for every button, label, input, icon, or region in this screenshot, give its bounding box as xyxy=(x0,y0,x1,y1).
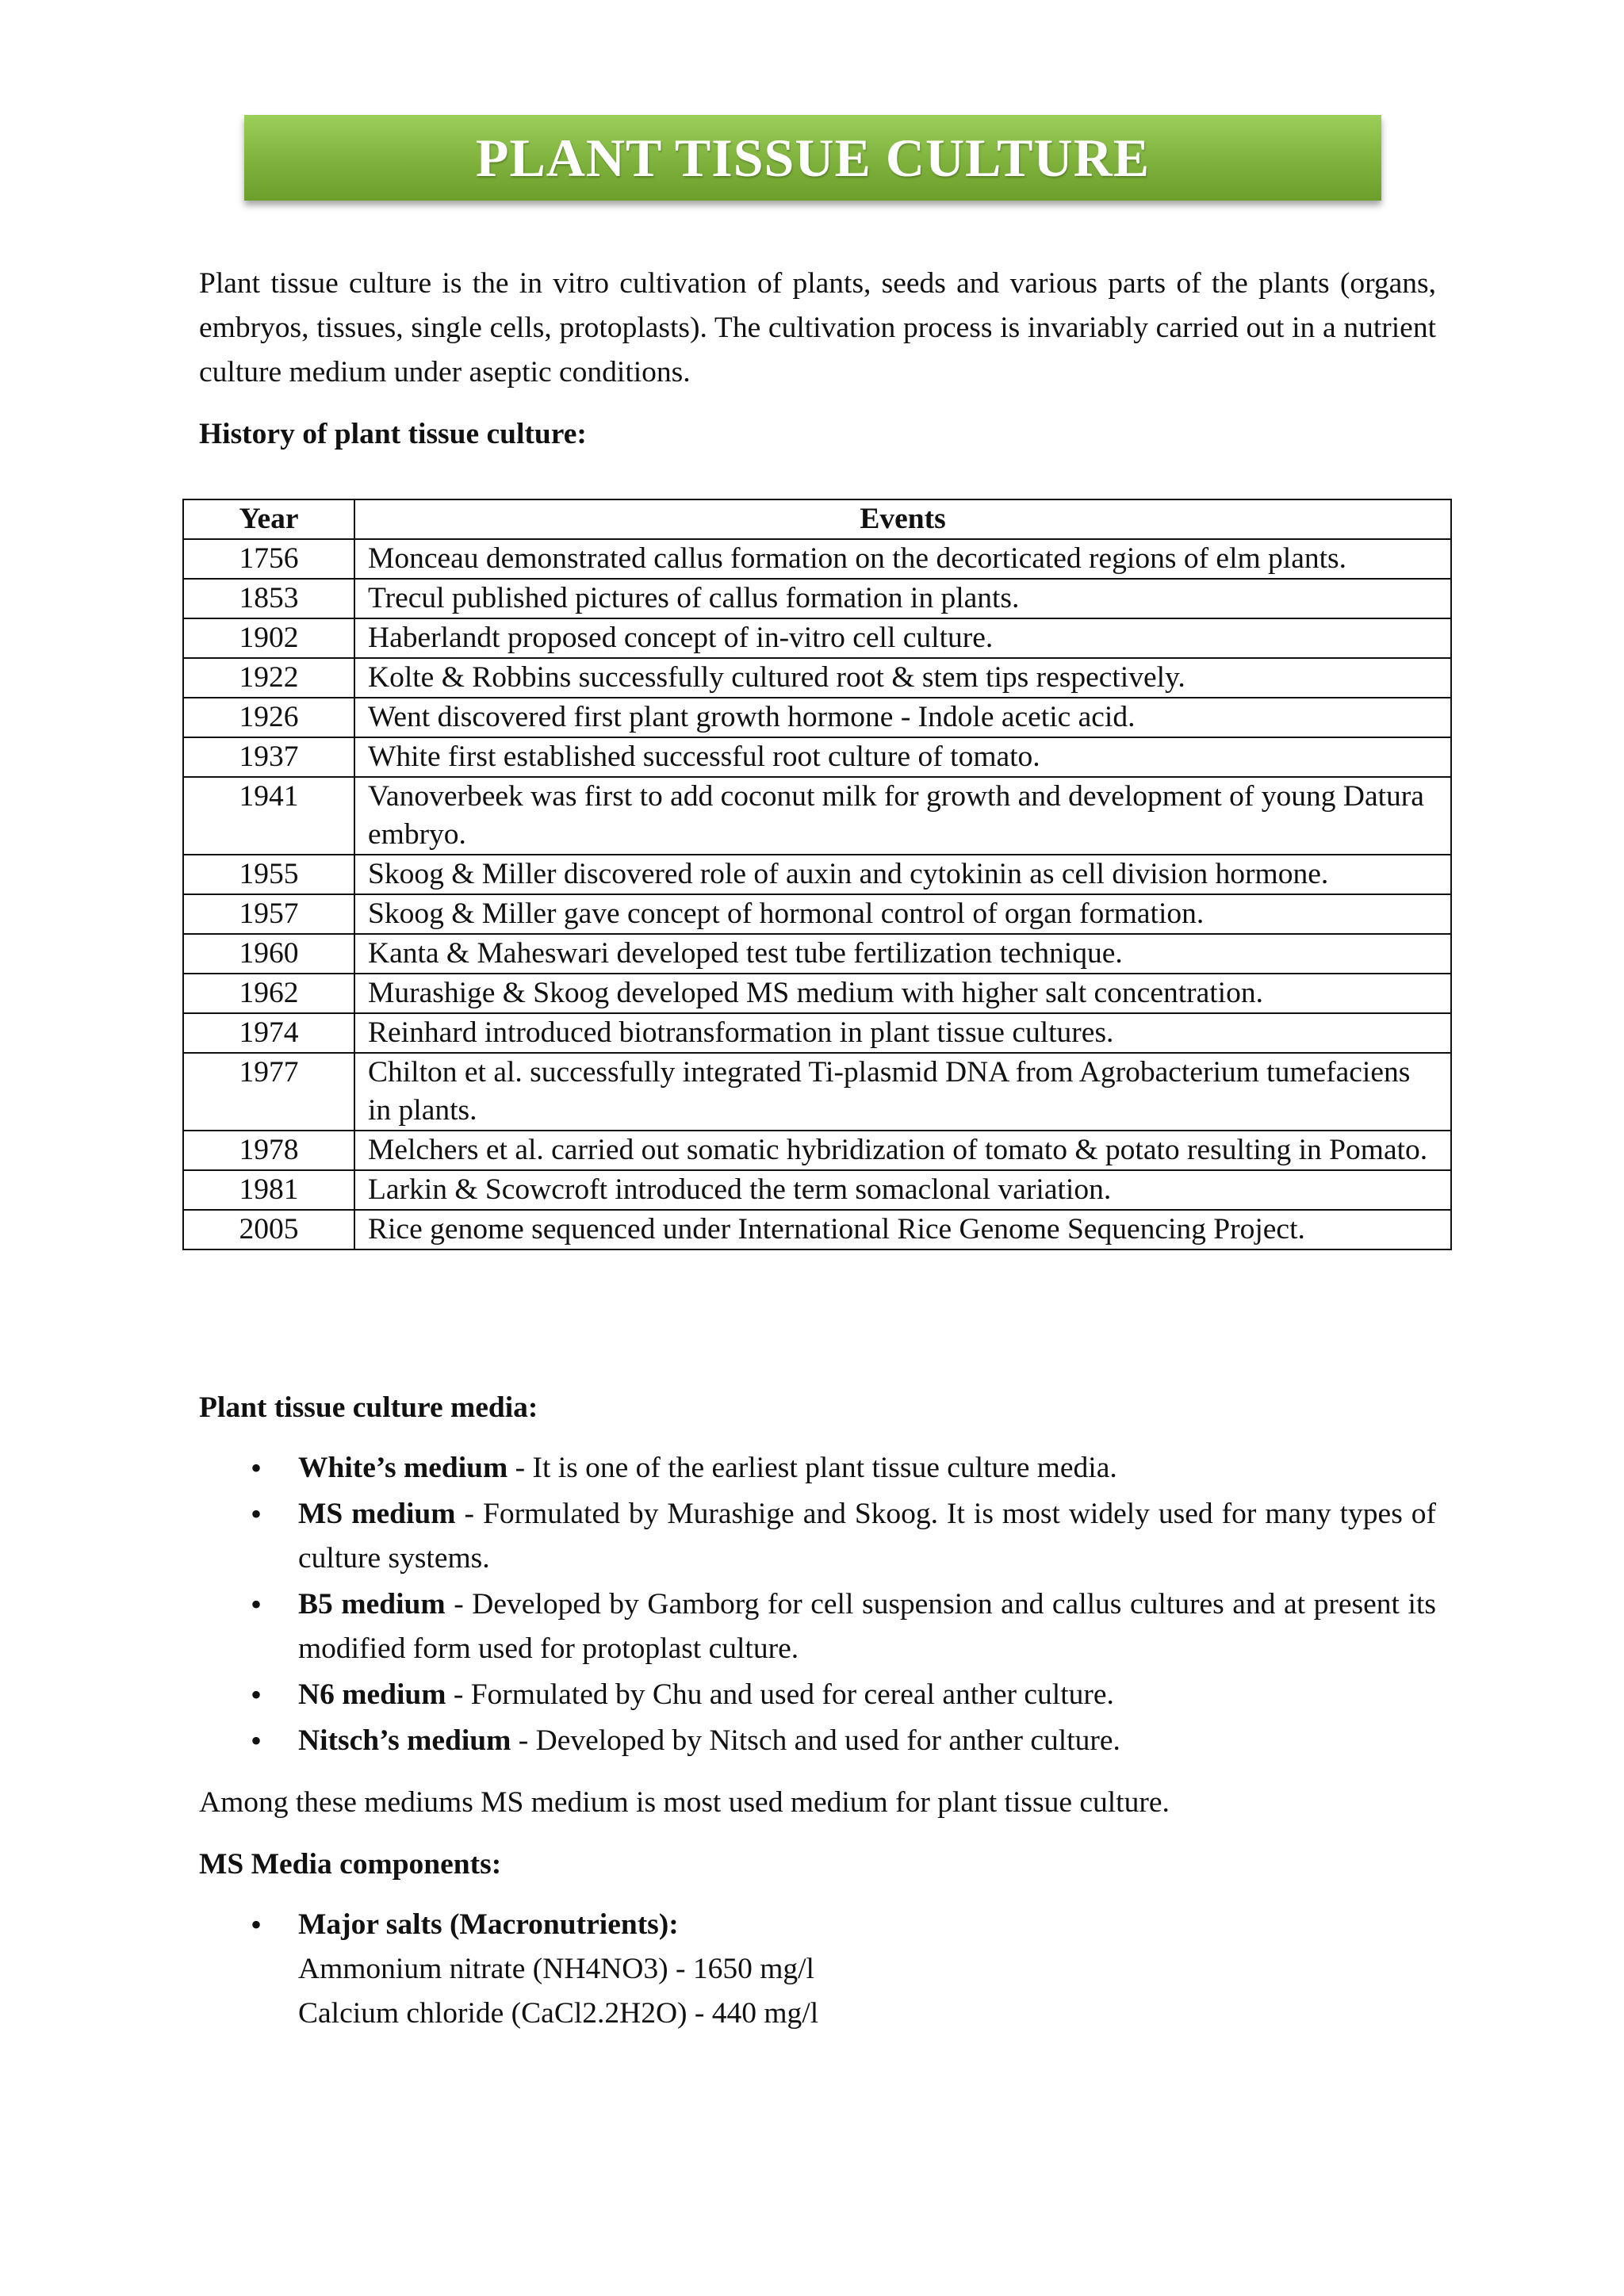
event-cell: Melchers et al. carried out somatic hybridization of tomato & potato resulting in Pomato. xyxy=(354,1131,1451,1170)
event-cell: Kolte & Robbins successfully cultured root & stem tips respectively. xyxy=(354,658,1451,698)
media-summary: Among these mediums MS medium is most used medium for plant tissue culture. xyxy=(199,1786,1170,1819)
ms-components-list xyxy=(199,1903,1436,2036)
media-name: N6 medium xyxy=(298,1678,446,1711)
events-column-header: Events xyxy=(354,499,1451,539)
year-cell: 2005 xyxy=(183,1210,354,1249)
event-cell: Vanoverbeek was first to add coconut milk for growth and development of young Datura embryo. xyxy=(354,777,1451,855)
year-cell: 1853 xyxy=(183,579,354,618)
year-cell: 1902 xyxy=(183,618,354,658)
event-cell: Went discovered first plant growth hormone - Indole acetic acid. xyxy=(354,698,1451,737)
media-desc: - It is one of the earliest plant tissue culture media. xyxy=(508,1452,1117,1484)
list-item xyxy=(298,1903,1436,2036)
media-name: White’s medium xyxy=(298,1452,508,1484)
table-row xyxy=(183,894,1451,934)
list-item xyxy=(298,1673,1436,1717)
event-cell: White first established successful root culture of tomato. xyxy=(354,737,1451,777)
salt-line: Ammonium nitrate (NH4NO3) - 1650 mg/l xyxy=(298,1953,814,1985)
year-cell: 1977 xyxy=(183,1053,354,1131)
table-row xyxy=(183,1170,1451,1210)
media-list xyxy=(199,1446,1436,1763)
list-item xyxy=(298,1582,1436,1671)
event-cell: Larkin & Scowcroft introduced the term somaclonal variation. xyxy=(354,1170,1451,1210)
year-cell: 1960 xyxy=(183,934,354,974)
year-cell: 1926 xyxy=(183,698,354,737)
history-table-body xyxy=(183,539,1451,1249)
table-row xyxy=(183,1131,1451,1170)
table-row xyxy=(183,1210,1451,1249)
media-desc: - Developed by Gamborg for cell suspension and callus cultures and at present its modified form used for protoplast culture. xyxy=(298,1588,1436,1665)
intro-section xyxy=(199,262,1436,476)
table-row xyxy=(183,974,1451,1013)
ms-components-heading: MS Media components: xyxy=(199,1848,502,1881)
table-row xyxy=(183,539,1451,579)
table-row xyxy=(183,737,1451,777)
list-item xyxy=(298,1446,1436,1490)
list-item xyxy=(298,1492,1436,1581)
media-name: MS medium xyxy=(298,1498,456,1530)
table-row xyxy=(183,1013,1451,1053)
media-desc: - Formulated by Chu and used for cereal anther culture. xyxy=(446,1678,1114,1711)
year-cell: 1955 xyxy=(183,855,354,894)
table-row xyxy=(183,579,1451,618)
table-row xyxy=(183,1053,1451,1131)
title-banner xyxy=(244,115,1381,201)
year-cell: 1962 xyxy=(183,974,354,1013)
history-table xyxy=(182,499,1452,1250)
major-salts-label: • Major salts (Macronutrients): xyxy=(298,1908,679,1941)
table-row xyxy=(183,934,1451,974)
intro-paragraph: Plant tissue culture is the in vitro cultivation of plants, seeds and various parts of the plants (organs, embryos, tissues, single cells, protoplasts). The cultivation process is invariably carried out in a nutrient culture medium under aseptic conditions. xyxy=(199,267,1436,388)
event-cell: Rice genome sequenced under International Rice Genome Sequencing Project. xyxy=(354,1210,1451,1249)
year-column-header: Year xyxy=(183,499,354,539)
year-cell: 1941 xyxy=(183,777,354,855)
event-cell: Haberlandt proposed concept of in-vitro cell culture. xyxy=(354,618,1451,658)
event-cell: Monceau demonstrated callus formation on the decorticated regions of elm plants. xyxy=(354,539,1451,579)
year-cell: 1981 xyxy=(183,1170,354,1210)
event-cell: Kanta & Maheswari developed test tube fertilization technique. xyxy=(354,934,1451,974)
year-cell: 1756 xyxy=(183,539,354,579)
event-cell: Trecul published pictures of callus formation in plants. xyxy=(354,579,1451,618)
event-cell: Reinhard introduced biotransformation in plant tissue cultures. xyxy=(354,1013,1451,1053)
event-cell: Murashige & Skoog developed MS medium with higher salt concentration. xyxy=(354,974,1451,1013)
media-name: B5 medium xyxy=(298,1588,446,1621)
media-desc: - Formulated by Murashige and Skoog. It is most widely used for many types of culture systems. xyxy=(298,1498,1437,1575)
list-item xyxy=(298,1719,1436,1763)
media-heading: Plant tissue culture media: xyxy=(199,1391,538,1424)
year-cell: 1922 xyxy=(183,658,354,698)
year-cell: 1937 xyxy=(183,737,354,777)
media-name: Nitsch’s medium xyxy=(298,1724,511,1757)
history-heading: History of plant tissue culture: xyxy=(199,418,587,450)
table-row xyxy=(183,618,1451,658)
year-cell: 1978 xyxy=(183,1131,354,1170)
table-row xyxy=(183,777,1451,855)
event-cell: Skoog & Miller discovered role of auxin and cytokinin as cell division hormone. xyxy=(354,855,1451,894)
media-section xyxy=(199,1386,1436,2053)
media-desc: - Developed by Nitsch and used for anther culture. xyxy=(511,1724,1120,1757)
year-cell: 1957 xyxy=(183,894,354,934)
event-cell: Skoog & Miller gave concept of hormonal control of organ formation. xyxy=(354,894,1451,934)
table-header-row xyxy=(183,499,1451,539)
event-cell: Chilton et al. successfully integrated Ti-plasmid DNA from Agrobacterium tumefaciens in plants. xyxy=(354,1053,1451,1131)
salt-line: Calcium chloride (CaCl2.2H2O) - 440 mg/l xyxy=(298,1997,819,2030)
table-row xyxy=(183,698,1451,737)
table-row xyxy=(183,855,1451,894)
page-title: PLANT TISSUE CULTURE xyxy=(475,127,1151,188)
table-row xyxy=(183,658,1451,698)
year-cell: 1974 xyxy=(183,1013,354,1053)
